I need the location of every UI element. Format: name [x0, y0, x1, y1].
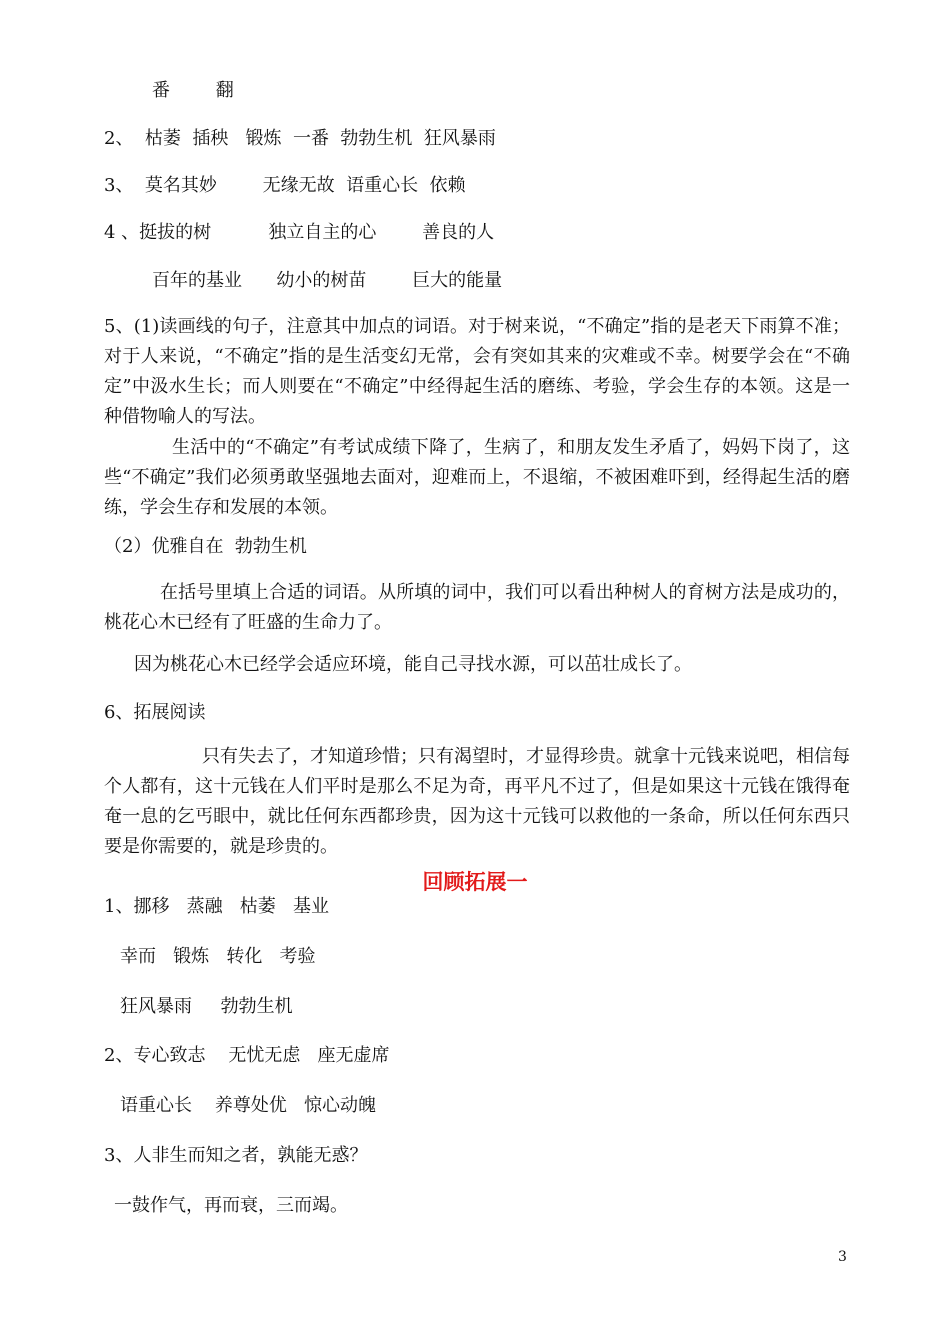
answer-item-2: 2、 枯萎 插秧 锻炼 一番 勃勃生机 狂风暴雨 [104, 128, 496, 149]
answer-item-6-title: 6、拓展阅读 [104, 702, 206, 723]
answer-item-4-continued: 百年的基业 幼小的树苗 巨大的能量 [152, 270, 503, 291]
review-item-1-line-1: 1、挪移 蒸融 枯萎 基业 [104, 896, 329, 917]
answer-item-6-paragraph: 只有失去了，才知道珍惜；只有渴望时，才显得珍贵。就拿十元钱来说吧，相信每个人都有，这十元钱在人们平时是那么不足为奇，再平凡不过了，但是如果这十元钱在饿得奄奄一息的乞丐眼中，就比任何东西都珍贵，因为这十元钱可以救他的一条命，所以任何东西只要是你需要的，就是珍贵的。 [104, 746, 850, 857]
review-item-1-line-2: 幸而 锻炼 转化 考验 [120, 946, 316, 967]
review-item-2-line-2: 语重心长 养尊处优 惊心动魄 [120, 1095, 377, 1116]
answer-item-5-sub-2-paragraph-2: 因为桃花心木已经学会适应环境，能自己寻找水源，可以茁壮成长了。 [134, 654, 692, 675]
word-line-fan: 番 翻 [152, 80, 234, 101]
review-item-3-line-1: 3、人非生而知之者，孰能无惑？ [104, 1145, 368, 1166]
review-item-2-line-1: 2、专心致志 无忧无虑 座无虚席 [104, 1045, 390, 1066]
review-item-1-line-3: 狂风暴雨 勃勃生机 [120, 996, 293, 1017]
answer-item-3: 3、 莫名其妙 无缘无故 语重心长 依赖 [104, 175, 466, 196]
answer-item-4: 4 、挺拔的树 独立自主的心 善良的人 [104, 222, 495, 243]
page-number: 3 [838, 1249, 847, 1265]
answer-item-5-paragraph-2: 生活中的“不确定”有考试成绩下降了，生病了，和朋友发生矛盾了，妈妈下岗了，这些“不确定”我们必须勇敢坚强地去面对，迎难而上，不退缩，不被困难吓到，经得起生活的磨练，学会生存和发展的本领。 [104, 437, 850, 518]
section-heading: 回顾拓展一 [422, 870, 528, 894]
answer-item-5-sub-2: （2）优雅自在 勃勃生机 [104, 536, 307, 557]
review-item-3-line-2: 一鼓作气，再而衰，三而竭。 [114, 1195, 348, 1216]
answer-item-5-sub-2-paragraph: 在括号里填上合适的词语。从所填的词中，我们可以看出种树人的育树方法是成功的，桃花心木已经有了旺盛的生命力了。 [104, 582, 850, 633]
answer-item-5-paragraph-1: 5、(1)读画线的句子，注意其中加点的词语。对于树来说，“不确定”指的是老天下雨算不准；对于人来说，“不确定”指的是生活变幻无常，会有突如其来的灾难或不幸。树要学会在“不确定”中汲水生长；而人则要在“不确定”中经得起生活的磨练、考验，学会生存的本领。这是一种借物喻人的写法。 [104, 316, 850, 427]
